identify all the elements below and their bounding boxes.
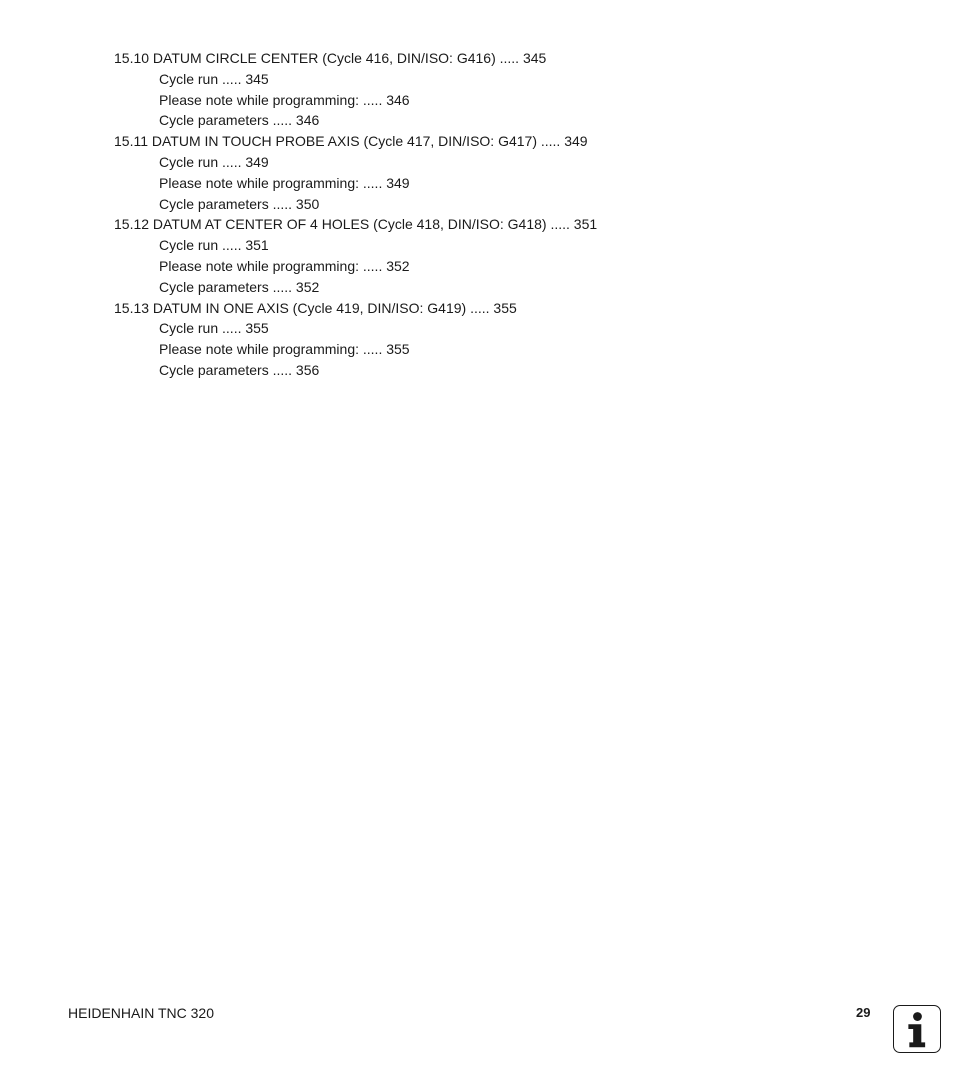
toc-subentry[interactable]: Cycle parameters ..... 346 <box>159 112 320 129</box>
toc-subentry[interactable]: Please note while programming: ..... 355 <box>159 341 410 358</box>
toc-subentry[interactable]: Cycle parameters ..... 356 <box>159 361 320 378</box>
toc-entry-15-10[interactable]: 15.10 DATUM CIRCLE CENTER (Cycle 416, DIN/ISO: G416) ..... 345 <box>114 50 547 66</box>
toc-entry-15-11[interactable]: 15.11 DATUM IN TOUCH PROBE AXIS (Cycle 417, DIN/ISO: G417) ..... 349 <box>114 133 588 150</box>
toc-subentry[interactable]: Please note while programming: ..... 352 <box>159 257 410 274</box>
toc-entry-15-12[interactable]: 15.12 DATUM AT CENTER OF 4 HOLES (Cycle 418, DIN/ISO: G418) ..... 351 <box>114 216 598 233</box>
page-number: 29 <box>856 1005 871 1020</box>
toc-subentry[interactable]: Please note while programming: ..... 346 <box>159 91 410 108</box>
info-icon <box>893 1005 941 1053</box>
toc-subentry[interactable]: Cycle run ..... 345 <box>159 70 269 87</box>
toc-subentry[interactable]: Cycle parameters ..... 352 <box>159 278 320 295</box>
toc-subentry[interactable]: Cycle run ..... 355 <box>159 320 269 337</box>
table-of-contents <box>114 48 874 381</box>
footer-product-name: HEIDENHAIN TNC 320 <box>68 1005 215 1021</box>
toc-subentry[interactable]: Cycle run ..... 351 <box>159 237 269 254</box>
toc-subentry[interactable]: Cycle parameters ..... 350 <box>159 195 320 212</box>
toc-subentry[interactable]: Please note while programming: ..... 349 <box>159 174 410 191</box>
toc-subentry[interactable]: Cycle run ..... 349 <box>159 153 269 170</box>
toc-entry-15-13[interactable]: 15.13 DATUM IN ONE AXIS (Cycle 419, DIN/ISO: G419) ..... 355 <box>114 299 517 316</box>
